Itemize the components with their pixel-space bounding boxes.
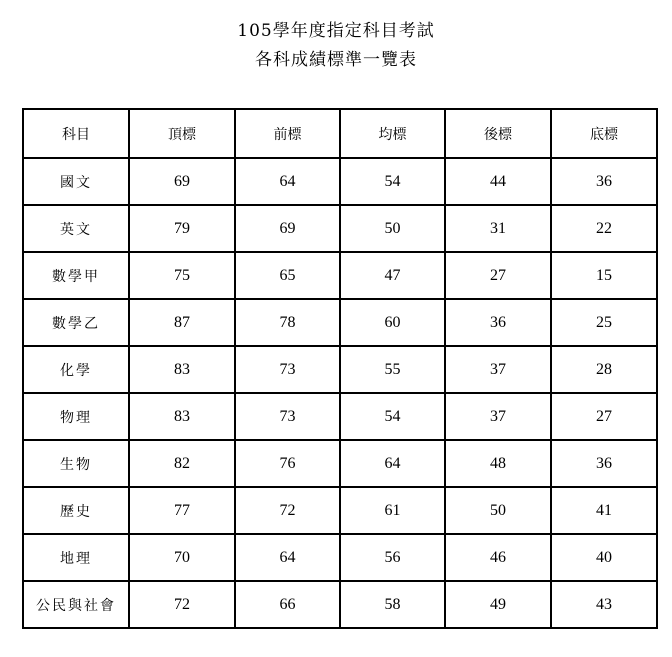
value-cell: 54 bbox=[340, 158, 445, 205]
value-cell: 69 bbox=[235, 205, 340, 252]
table-row bbox=[23, 299, 657, 346]
value-cell: 50 bbox=[340, 205, 445, 252]
value-cell: 44 bbox=[445, 158, 551, 205]
value-cell: 83 bbox=[129, 346, 235, 393]
table-row bbox=[23, 252, 657, 299]
value-cell: 36 bbox=[445, 299, 551, 346]
subject-cell: 數學甲 bbox=[23, 252, 129, 299]
header-back: 後標 bbox=[445, 109, 551, 158]
value-cell: 75 bbox=[129, 252, 235, 299]
value-cell: 61 bbox=[340, 487, 445, 534]
value-cell: 48 bbox=[445, 440, 551, 487]
value-cell: 78 bbox=[235, 299, 340, 346]
subject-cell: 公民與社會 bbox=[23, 581, 129, 628]
value-cell: 28 bbox=[551, 346, 657, 393]
value-cell: 37 bbox=[445, 346, 551, 393]
table-row bbox=[23, 393, 657, 440]
value-cell: 25 bbox=[551, 299, 657, 346]
table-header-row bbox=[23, 109, 657, 158]
value-cell: 40 bbox=[551, 534, 657, 581]
header-front: 前標 bbox=[235, 109, 340, 158]
document-subtitle: 各科成績標準一覽表 bbox=[255, 50, 417, 70]
value-cell: 27 bbox=[551, 393, 657, 440]
header-average: 均標 bbox=[340, 109, 445, 158]
value-cell: 31 bbox=[445, 205, 551, 252]
table-row bbox=[23, 158, 657, 205]
value-cell: 73 bbox=[235, 393, 340, 440]
value-cell: 47 bbox=[340, 252, 445, 299]
value-cell: 54 bbox=[340, 393, 445, 440]
value-cell: 56 bbox=[340, 534, 445, 581]
value-cell: 69 bbox=[129, 158, 235, 205]
value-cell: 82 bbox=[129, 440, 235, 487]
value-cell: 22 bbox=[551, 205, 657, 252]
subject-cell: 歷史 bbox=[23, 487, 129, 534]
subject-cell: 數學乙 bbox=[23, 299, 129, 346]
value-cell: 50 bbox=[445, 487, 551, 534]
value-cell: 64 bbox=[235, 534, 340, 581]
score-standards-table bbox=[22, 108, 658, 629]
subject-cell: 化學 bbox=[23, 346, 129, 393]
value-cell: 36 bbox=[551, 158, 657, 205]
value-cell: 77 bbox=[129, 487, 235, 534]
value-cell: 58 bbox=[340, 581, 445, 628]
subject-cell: 地理 bbox=[23, 534, 129, 581]
value-cell: 64 bbox=[235, 158, 340, 205]
value-cell: 27 bbox=[445, 252, 551, 299]
value-cell: 72 bbox=[235, 487, 340, 534]
header-subject: 科目 bbox=[23, 109, 129, 158]
value-cell: 41 bbox=[551, 487, 657, 534]
value-cell: 37 bbox=[445, 393, 551, 440]
header-bottom: 底標 bbox=[551, 109, 657, 158]
table-row bbox=[23, 581, 657, 628]
value-cell: 87 bbox=[129, 299, 235, 346]
table-row bbox=[23, 440, 657, 487]
value-cell: 79 bbox=[129, 205, 235, 252]
value-cell: 64 bbox=[340, 440, 445, 487]
value-cell: 49 bbox=[445, 581, 551, 628]
value-cell: 66 bbox=[235, 581, 340, 628]
value-cell: 46 bbox=[445, 534, 551, 581]
subject-cell: 生物 bbox=[23, 440, 129, 487]
document-title: 105學年度指定科目考試 bbox=[237, 21, 435, 41]
value-cell: 55 bbox=[340, 346, 445, 393]
table-row bbox=[23, 487, 657, 534]
table-row bbox=[23, 534, 657, 581]
header-top: 頂標 bbox=[129, 109, 235, 158]
table-row bbox=[23, 205, 657, 252]
value-cell: 70 bbox=[129, 534, 235, 581]
value-cell: 36 bbox=[551, 440, 657, 487]
value-cell: 76 bbox=[235, 440, 340, 487]
value-cell: 15 bbox=[551, 252, 657, 299]
subject-cell: 物理 bbox=[23, 393, 129, 440]
value-cell: 72 bbox=[129, 581, 235, 628]
value-cell: 73 bbox=[235, 346, 340, 393]
value-cell: 65 bbox=[235, 252, 340, 299]
value-cell: 83 bbox=[129, 393, 235, 440]
subject-cell: 國文 bbox=[23, 158, 129, 205]
value-cell: 43 bbox=[551, 581, 657, 628]
subject-cell: 英文 bbox=[23, 205, 129, 252]
table-row bbox=[23, 346, 657, 393]
value-cell: 60 bbox=[340, 299, 445, 346]
